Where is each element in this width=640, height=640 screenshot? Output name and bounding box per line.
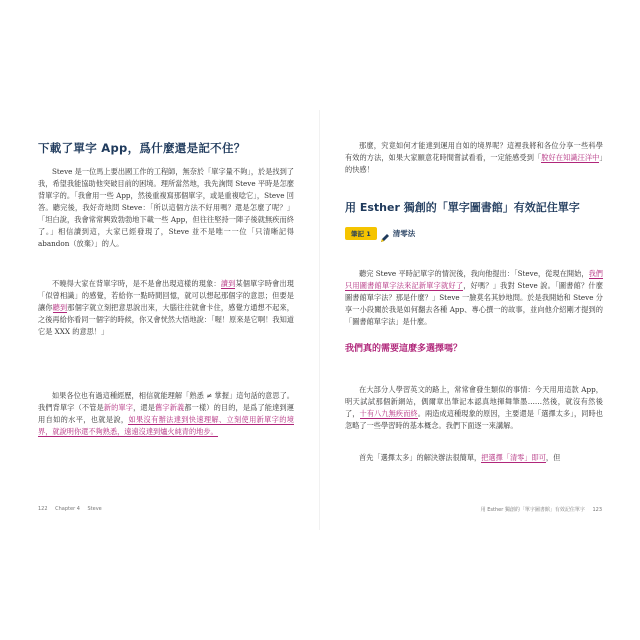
text-run: 如果各位也有過這種經歷，相信就能理解「熟悉 ≠ 掌握」這句話的意思了。我們背單字（不管是 (38, 391, 294, 412)
highlight-text: 讀到 (220, 279, 236, 288)
paragraph (38, 390, 294, 438)
highlight-text: 舊字新義 (155, 403, 185, 412)
highlight-text: 把選擇「清零」即可 (481, 453, 546, 462)
note-badge: 筆記 1 (345, 227, 377, 240)
text-run: 」的快感！ (345, 153, 603, 174)
text-run: 。兩造成這種現象的原因，主要還是「選擇太多」，同時也忽略了一些學習時的基本概念。我們下面逐一來講解。 (345, 409, 603, 430)
paragraph (345, 140, 603, 176)
pencil-icon (380, 228, 390, 238)
text-run: 都一樣）的目的，是爲了能達到運用自如的水平，也就是說， (38, 403, 294, 424)
page-number: 123 (592, 507, 602, 513)
text-run: 聽完 Steve 平時記單字的情況後，我向他提出：「Steve，從現在開始， (359, 269, 589, 278)
text-run: 在大部分人學習英文的路上，常常會發生類似的事情：今天用用這款 App，明天試試那個新網站，偶爾章出筆記本認真地揮舞筆墨……然後，就沒有然後了， (345, 385, 603, 418)
text-run: ，好嗎？」我對 Steve 說。「圖書館？什麼圖書館單字法？那是什麼？」Steve 一臉莫名其妙地問。於是我開始和 Steve 分享一小段關於我是如何翻去各種 App、專心撰一的故事，並向他介紹剛才提到的「圖書館單字法」是什麼。 (345, 281, 603, 326)
highlight-text: 聽到 (52, 303, 68, 312)
chapter-label: Chapter 4 (55, 506, 80, 512)
highlight-text: 十有八九無疾而終 (359, 409, 418, 418)
highlight-text: 脫好在知識汪洋中 (541, 153, 600, 162)
paragraph (38, 166, 294, 250)
text-run: 那麼，究竟如何才能達到運用自如的境界呢？這裡我將和各位分享一些科學有效的方法，如果大家願意花時間嘗試看看，一定能感受到「 (345, 141, 603, 162)
page-footer (38, 506, 108, 512)
paragraph (345, 384, 603, 432)
paragraph (345, 268, 603, 328)
page-footer (475, 506, 602, 513)
running-title: 用 Esther 獨創的「單字圖書館」有效記住單字 (480, 507, 585, 513)
sub-heading: 我們真的需要這麼多選擇嗎？ (345, 344, 463, 354)
text-run: 那個字就立刻把意思說出來，大腦往往就會卡住，感覺方通想不起來，之後再給你看同一個字的時候，你又會恍然大悟地說：「喔！原來是它啊！我知道它是 XXX 的意思！」 (38, 303, 294, 336)
note-label (345, 226, 415, 240)
section-heading: 用 Esther 獨創的「單字圖書館」有效記住單字 (345, 201, 580, 214)
text-run: 首先「選擇太多」的解決辦法很簡單， (359, 453, 482, 462)
note-title: 清零法 (392, 228, 416, 238)
paragraph-text: Steve 是一位馬上要出國工作的工程師，無奈於「單字量不夠」，於是找到了我，希望我能協助他突破目前的困境。理所當然地，我先詢問 Steve 平時是怎麼背單字的。「我會用一些 App，然後重複寫那個單字，或是重複唸它」，Steve 回答。聽完後，我好奇地問 Steve：「所以這個方法不好用嗎？還是怎麼了呢？」「坦白說，我會常常興致勃勃地下載一些 App，但往往堅持一陣子後就無疾而終了。」相信讀到這，大家已經發現了，Steve 並不是唯一一位「只清晰記得 abandon（放棄）」的人。 (38, 167, 294, 248)
highlight-text: 我們只用圖書館單字法來記新單字就好了 (345, 269, 603, 290)
text-run: 不曉得大家在背單字時，是不是會出現這樣的現象： (52, 279, 221, 288)
highlight-text: 如果沒有辦法達到快速理解、立刻使用新單字的境界，就說明你還不夠熟悉，遠遠沒達到爐火純青的地步。 (38, 415, 294, 436)
page-number: 122 (38, 506, 48, 512)
section-heading: 下載了單字 App，爲什麼還是記不住？ (38, 141, 246, 155)
highlight-text: 新的單字 (103, 403, 134, 412)
text-run: ，但 (545, 453, 561, 462)
paragraph (38, 278, 294, 338)
paragraph (345, 452, 603, 464)
chapter-name: Steve (87, 506, 102, 512)
text-run: 某個單字時會出現「似曾相識」的感覺，若給你一點時間回憶，就可以想起那個字的意思；但要是讓你 (38, 279, 294, 312)
text-run: ，還是 (133, 403, 156, 412)
